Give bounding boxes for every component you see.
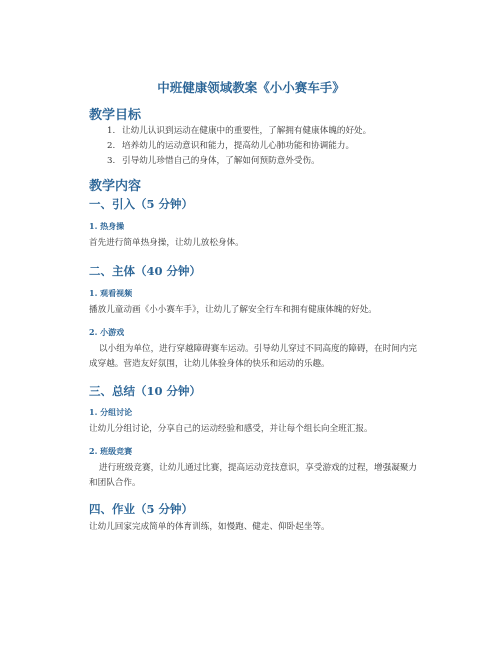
document-title: 中班健康领域教案《小小赛车手》 <box>157 80 345 95</box>
goal-item-2 <box>107 140 432 152</box>
heading-summary: 三、总结（10 分钟） <box>89 384 202 398</box>
paragraph-game: 以小组为单位，进行穿越障碍赛车运动。引导幼儿穿过不同高度的障碍，在时间内完成穿越。营造友好氛围，让幼儿体验身体的快乐和运动的乐趣。 <box>89 344 417 369</box>
goal-number: 1. <box>107 126 116 136</box>
goal-text: 培养幼儿的运动意识和能力，提高幼儿心肺功能和协调能力。 <box>122 141 355 151</box>
goal-number: 3. <box>107 156 116 166</box>
paragraph-homework: 让幼儿回家完成简单的体育训练，如慢跑、健走、仰卧起坐等。 <box>89 522 330 532</box>
goal-item-1 <box>107 125 432 137</box>
subheading-warmup: 1. 热身操 <box>89 221 125 231</box>
heading-intro: 一、引入（5 分钟） <box>89 197 194 211</box>
heading-goals: 教学目标 <box>89 108 142 123</box>
paragraph-warmup: 首先进行简单热身操，让幼儿放松身体。 <box>89 238 244 248</box>
subheading-video: 1. 观看视频 <box>89 288 133 298</box>
paragraph-competition: 进行班级竞赛，让幼儿通过比赛，提高运动竞技意识，享受游戏的过程，增强凝聚力和团队合作。 <box>89 463 417 488</box>
goal-text: 引导幼儿珍惜自己的身体，了解如何预防意外受伤。 <box>122 156 320 166</box>
heading-homework: 四、作业（5 分钟） <box>89 502 194 516</box>
paragraph-discussion: 让幼儿分组讨论，分享自己的运动经验和感受，并让每个组长向全班汇报。 <box>89 424 373 434</box>
goal-item-3 <box>107 155 432 167</box>
subheading-game: 2. 小游戏 <box>89 327 125 337</box>
subheading-competition: 2. 班级竞赛 <box>89 446 133 456</box>
goal-number: 2. <box>107 141 116 151</box>
subheading-discussion: 1. 分组讨论 <box>89 407 133 417</box>
paragraph-video: 播放儿童动画《小小赛车手》，让幼儿了解安全行车和拥有健康体魄的好处。 <box>89 305 377 315</box>
heading-main: 二、主体（40 分钟） <box>89 264 202 278</box>
heading-content: 教学内容 <box>89 179 142 194</box>
goal-text: 让幼儿认识到运动在健康中的重要性，了解拥有健康体魄的好处。 <box>122 126 372 136</box>
